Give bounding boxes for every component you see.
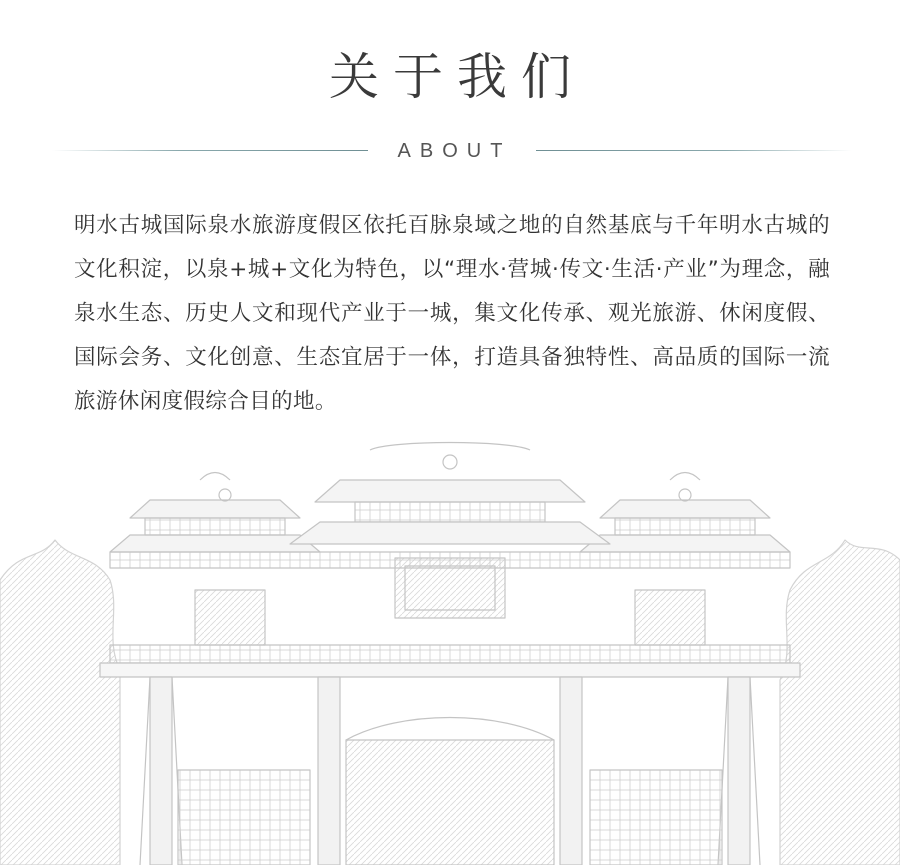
section-title: 关于我们 bbox=[329, 48, 585, 106]
archway-illustration bbox=[0, 440, 900, 865]
section-subtitle: ABOUT bbox=[397, 140, 512, 162]
divider-right bbox=[536, 150, 852, 151]
about-paragraph: 明水古城国际泉水旅游度假区依托百脉泉域之地的自然基底与千年明水古城的文化积淀，以泉+城+文化为特色，以“理水·营城·传文·生活·产业”为理念，融泉水生态、历史人文和现代产业于一城，集文化传承、观光旅游、休闲度假、国际会务、文化创意、生态宜居于一体，打造具备独特性、高品质的国际一流旅游休闲度假综合目的地。 bbox=[74, 213, 830, 414]
subtitle-row bbox=[0, 138, 900, 164]
